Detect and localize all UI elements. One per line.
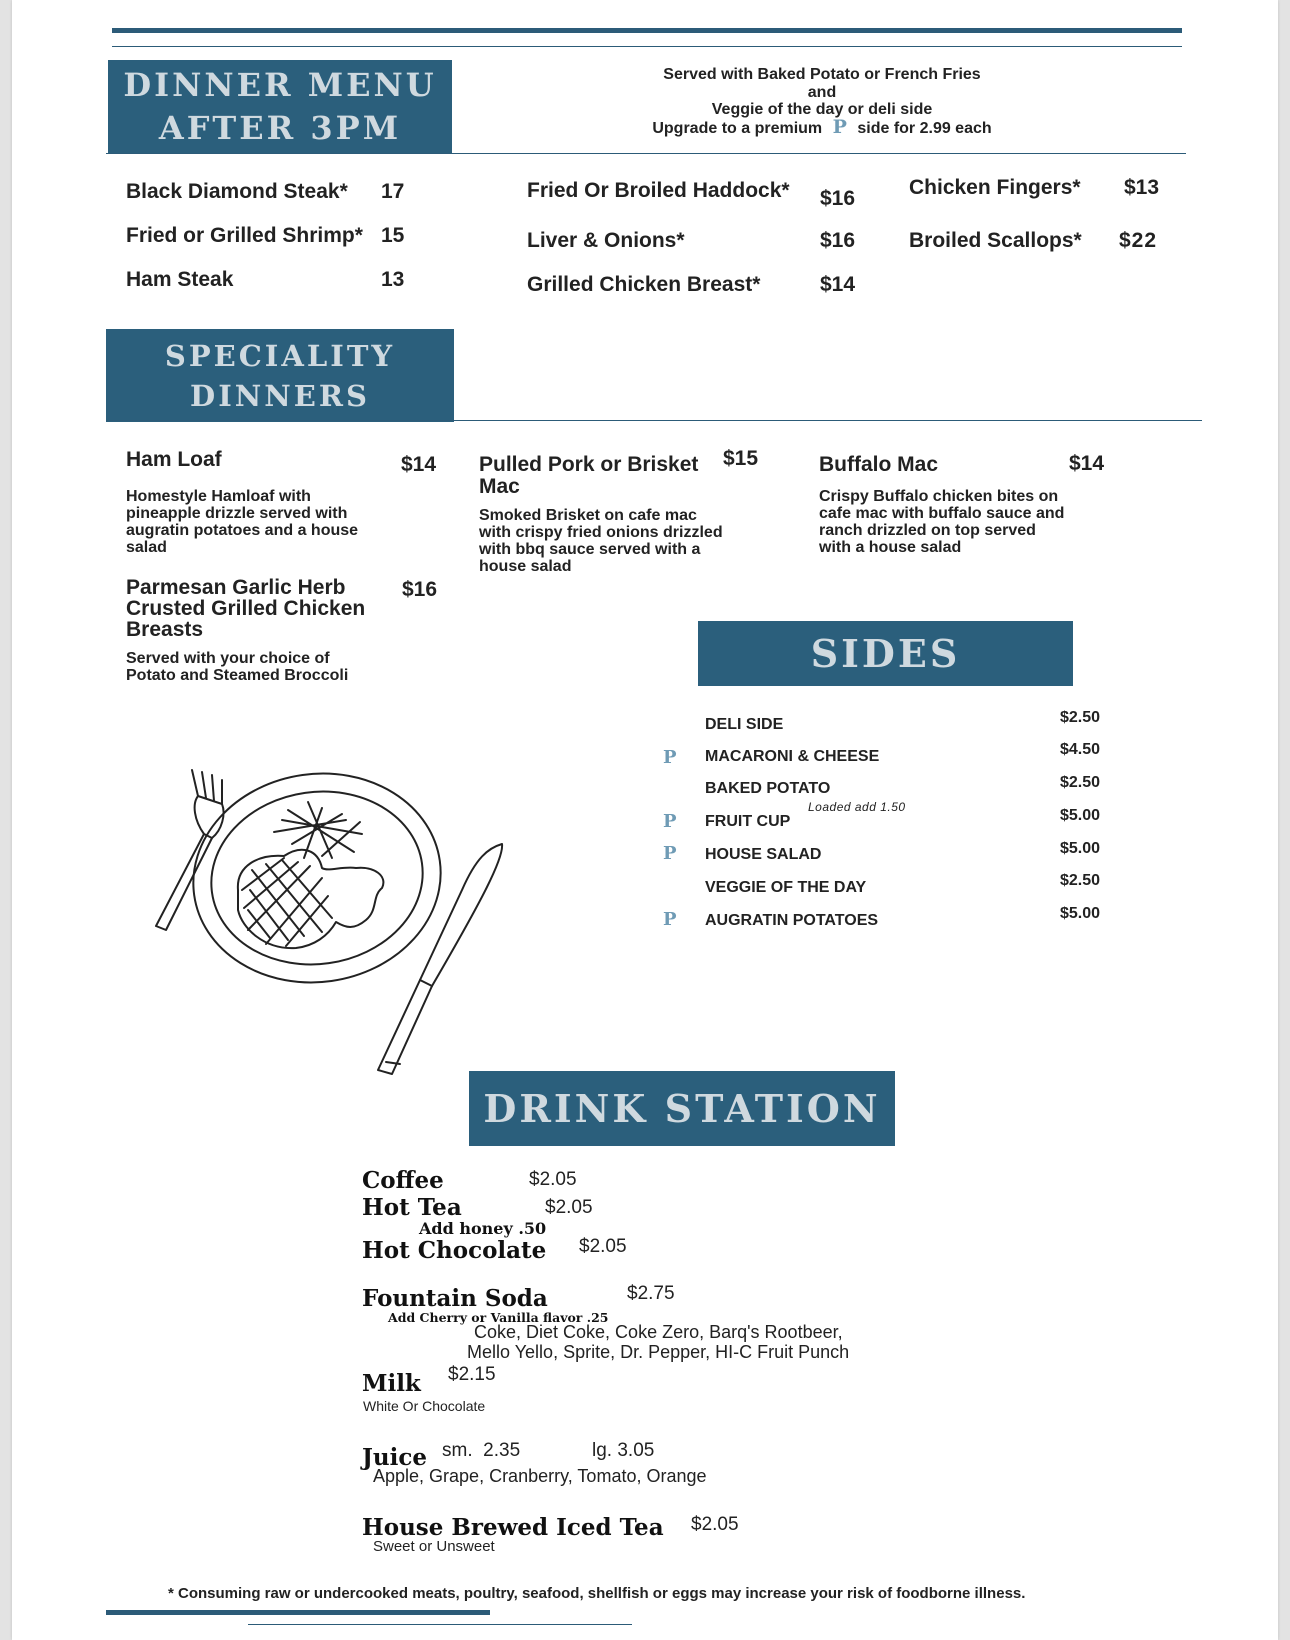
note-line4 <box>572 115 1072 138</box>
premium-p-icon: P <box>663 843 677 864</box>
side-item-name: FRUIT CUP <box>705 813 791 830</box>
menu-item-price: $14 <box>820 273 856 296</box>
menu-item-price: 13 <box>381 268 405 291</box>
drink-station-heading: DRINK STATION <box>469 1071 895 1146</box>
side-item-price: $2.50 <box>1060 872 1101 889</box>
speciality-item-name: Buffalo Mac <box>819 453 939 476</box>
speciality-item-price: $14 <box>401 453 437 476</box>
juice-large-price: lg. 3.05 <box>592 1440 655 1461</box>
side-item-price: $2.50 <box>1060 774 1101 791</box>
note-line2: and <box>807 83 837 101</box>
speciality-item-price: $14 <box>1069 452 1105 475</box>
side-item-name: HOUSE SALAD <box>705 846 822 863</box>
soda-list-line2: Mello Yello, Sprite, Dr. Pepper, HI-C Fruit Punch <box>467 1342 850 1362</box>
drink-name: Juice <box>362 1444 427 1471</box>
side-item-price: $4.50 <box>1060 741 1101 758</box>
speciality-heading-line1: SPECIALITY <box>164 339 396 373</box>
side-item-price: $5.00 <box>1060 840 1101 857</box>
menu-item-price: $16 <box>820 187 856 210</box>
premium-p-icon: P <box>663 811 677 832</box>
menu-item-name: Chicken Fingers* <box>909 176 1081 199</box>
note-line1: Served with Baked Potato or French Fries <box>663 66 981 83</box>
drink-price: $2.15 <box>448 1364 496 1385</box>
steak-plate-illustration <box>132 740 522 1090</box>
speciality-item-name: Pulled Pork or Brisket Mac <box>479 453 699 498</box>
juice-small-price: sm. 2.35 <box>442 1440 521 1461</box>
menu-item-name: Grilled Chicken Breast* <box>527 273 761 296</box>
menu-item-name: Fried Or Broiled Haddock* <box>527 179 790 202</box>
premium-p-icon: P <box>832 115 847 138</box>
drink-price: $2.05 <box>545 1197 593 1218</box>
note-line3: Veggie of the day or deli side <box>711 101 933 118</box>
drink-price: $2.75 <box>627 1283 675 1304</box>
menu-item-price: $13 <box>1124 176 1160 199</box>
menu-item-name: Fried or Grilled Shrimp* <box>126 224 363 247</box>
menu-item-name: Black Diamond Steak* <box>126 180 348 203</box>
bottom-rule-thick <box>106 1610 490 1615</box>
bottom-rule-thin <box>248 1624 632 1625</box>
speciality-item-price: $16 <box>402 578 438 601</box>
premium-p-icon: P <box>663 747 677 768</box>
food-safety-disclaimer: * Consuming raw or undercooked meats, poultry, seafood, shellfish or eggs may increase your risk of foodborne illness. <box>168 1585 1026 1602</box>
menu-page <box>12 0 1278 1640</box>
speciality-heading-line2: DINNERS <box>190 379 370 413</box>
menu-item-name: Broiled Scallops* <box>909 229 1082 252</box>
side-item-price: $5.00 <box>1060 807 1101 824</box>
drink-price: $2.05 <box>691 1514 739 1535</box>
menu-item-price: 15 <box>381 224 405 247</box>
drink-note: Sweet or Unsweet <box>373 1538 495 1555</box>
speciality-heading <box>106 329 454 422</box>
drink-price: $2.05 <box>579 1236 627 1257</box>
side-item-name: AUGRATIN POTATOES <box>705 912 879 929</box>
drink-note: Add Cherry or Vanilla flavor .25 <box>388 1310 609 1325</box>
speciality-item-desc: Crispy Buffalo chicken bites on cafe mac with buffalo sauce and ranch drizzled on top served with a house salad <box>819 488 1065 556</box>
dinner-heading-line2: AFTER 3PM <box>158 109 402 147</box>
premium-p-icon: P <box>663 909 677 930</box>
drink-name: Fountain Soda <box>362 1285 548 1312</box>
drink-name: House Brewed Iced Tea <box>362 1514 664 1541</box>
loaded-note: Loaded add 1.50 <box>808 800 906 814</box>
speciality-item-price: $15 <box>723 447 759 470</box>
speciality-item-desc: Served with your choice of Potato and Steamed Broccoli <box>126 650 349 684</box>
soda-list-line1: Coke, Diet Coke, Coke Zero, Barq's Rootbeer, <box>474 1322 843 1342</box>
sides-heading: SIDES <box>698 621 1073 686</box>
drink-price: $2.05 <box>529 1169 577 1190</box>
note-line4-post: side for 2.99 each <box>857 119 992 137</box>
drink-name: Hot Tea <box>362 1194 462 1221</box>
side-item-price: $5.00 <box>1060 905 1101 922</box>
menu-item-price: 17 <box>381 180 405 203</box>
side-item-price: $2.50 <box>1060 709 1101 726</box>
speciality-item-name: Ham Loaf <box>126 448 222 471</box>
top-rule-thick <box>112 28 1182 33</box>
juice-list: Apple, Grape, Cranberry, Tomato, Orange <box>373 1466 707 1486</box>
speciality-rule <box>106 420 1202 421</box>
speciality-item-name: Parmesan Garlic Herb Crusted Grilled Chicken Breasts <box>126 576 366 641</box>
dinner-menu-heading <box>108 60 452 154</box>
side-item-name: VEGGIE OF THE DAY <box>705 879 867 896</box>
menu-item-name: Liver & Onions* <box>527 229 685 252</box>
drink-note: White Or Chocolate <box>363 1398 486 1414</box>
side-item-name: DELI SIDE <box>705 716 784 733</box>
side-item-name: MACARONI & CHEESE <box>705 748 880 765</box>
speciality-item-desc: Homestyle Hamloaf with pineapple drizzle served with augratin potatoes and a house salad <box>126 488 359 556</box>
menu-item-name: Ham Steak <box>126 268 234 291</box>
dinner-heading-line1: DINNER MENU <box>123 66 437 104</box>
menu-item-price: $16 <box>820 229 856 252</box>
top-rule-thin <box>112 46 1182 47</box>
drink-name: Hot Chocolate <box>362 1237 547 1264</box>
note-line4-pre: Upgrade to a premium <box>652 119 823 137</box>
side-item-name: BAKED POTATO <box>705 780 831 797</box>
dinner-rule <box>106 153 1186 154</box>
drink-name: Coffee <box>362 1167 444 1194</box>
sides-note <box>572 66 1072 137</box>
speciality-item-desc: Smoked Brisket on cafe mac with crispy fried onions drizzled with bbq sauce served with a house salad <box>479 507 723 575</box>
menu-item-price: $22 <box>1119 229 1158 252</box>
soda-list <box>467 1322 849 1362</box>
drink-note: Add honey .50 <box>419 1219 547 1238</box>
drink-name: Milk <box>362 1370 421 1397</box>
